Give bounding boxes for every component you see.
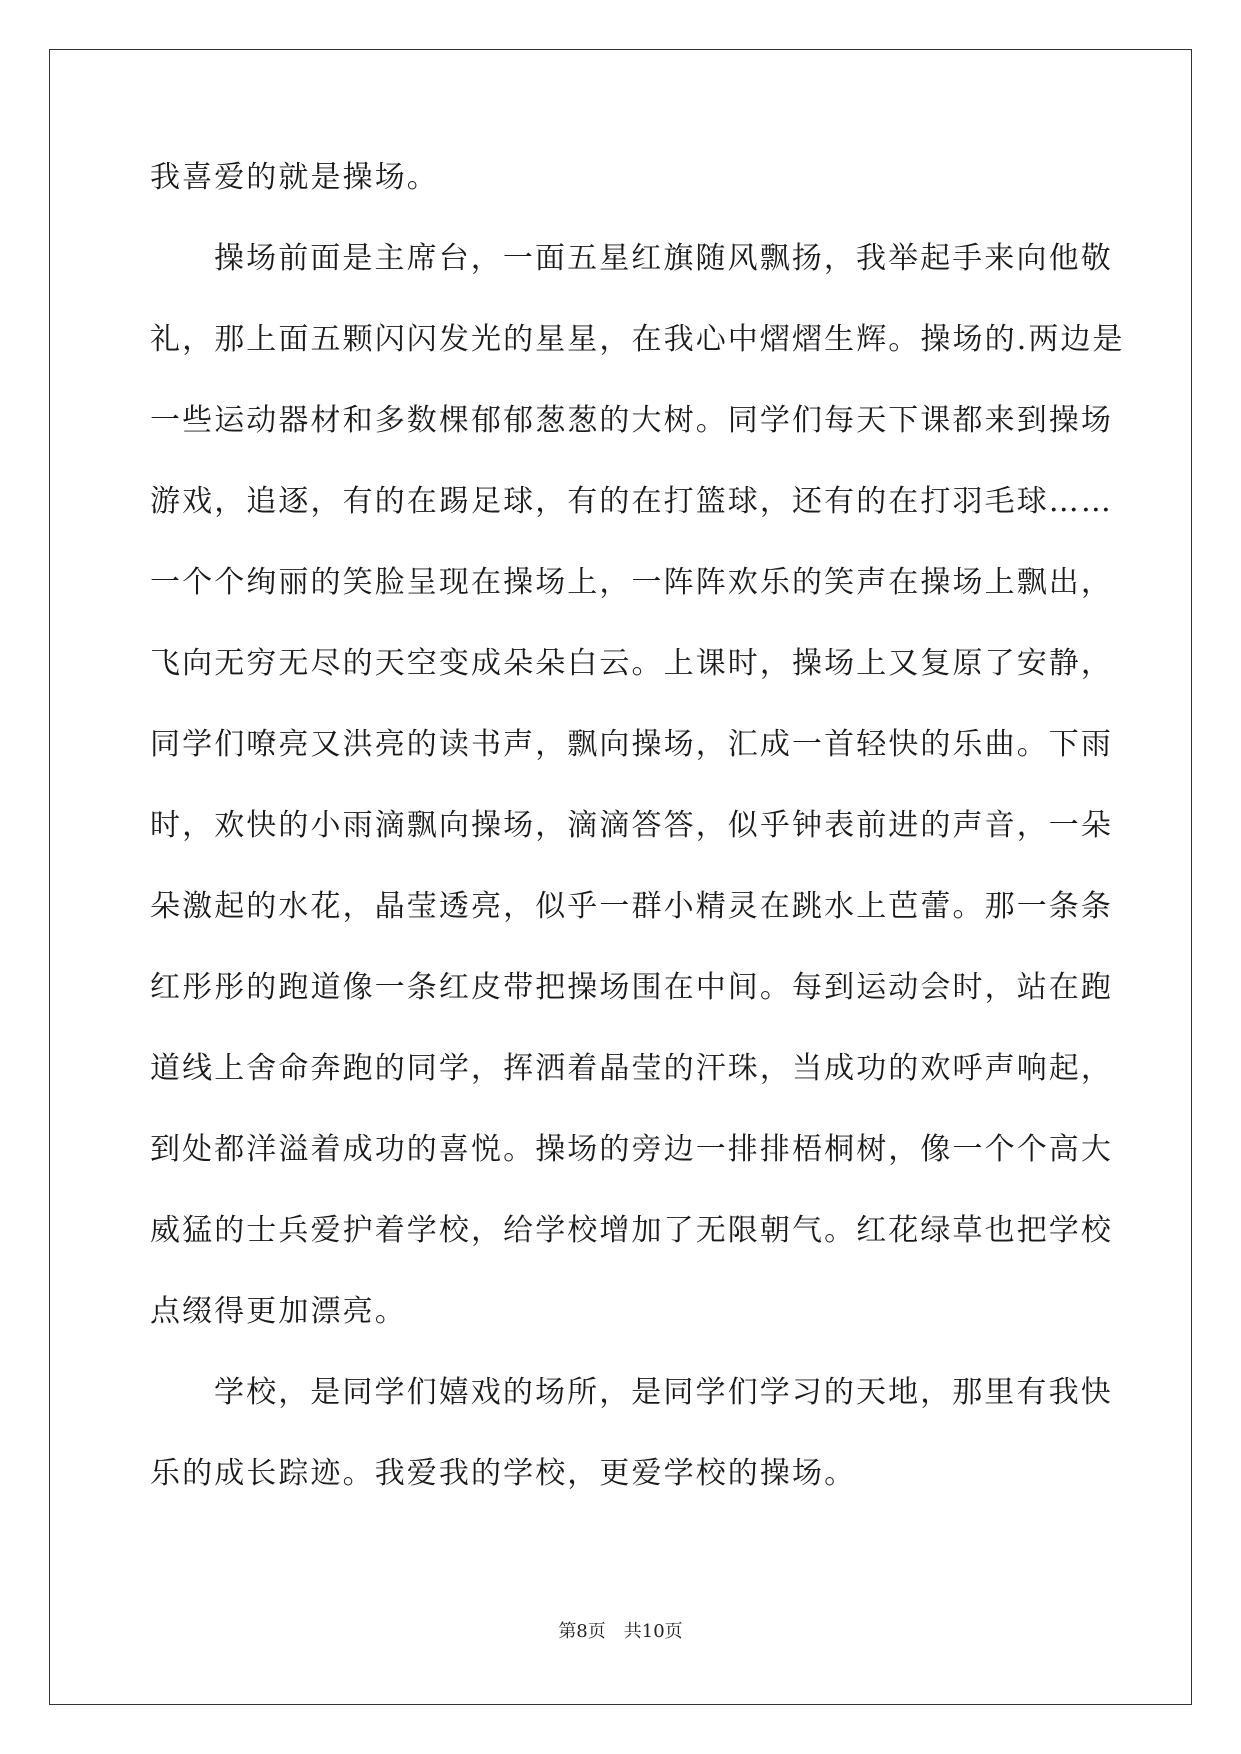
text-line: 一些运动器材和多数棵郁郁葱葱的大树。同学们每天下课都来到操场 — [150, 403, 1113, 438]
text-line: 游戏，追逐，有的在踢足球，有的在打篮球，还有的在打羽毛球…… — [150, 484, 1113, 519]
page-footer — [0, 1617, 1241, 1643]
page-number-current: 第8页 — [558, 1621, 606, 1642]
text-line: 一个个绚丽的笑脸呈现在操场上，一阵阵欢乐的笑声在操场上飘出， — [150, 565, 1113, 600]
text-line: 红彤彤的跑道像一条红皮带把操场围在中间。每到运动会时，站在跑 — [150, 970, 1113, 1005]
text-line: 时，欢快的小雨滴飘向操场，滴滴答答，似乎钟表前进的声音，一朵 — [150, 808, 1113, 843]
text-line: 我喜爱的就是操场。 — [150, 160, 439, 195]
text-line: 朵激起的水花，晶莹透亮，似乎一群小精灵在跳水上芭蕾。那一条条 — [150, 889, 1113, 924]
text-line: 礼，那上面五颗闪闪发光的星星，在我心中熠熠生辉。操场的.两边是 — [150, 322, 1125, 357]
text-line: 同学们嘹亮又洪亮的读书声，飘向操场，汇成一首轻快的乐曲。下雨 — [150, 727, 1113, 762]
text-line: 到处都洋溢着成功的喜悦。操场的旁边一排排梧桐树，像一个个高大 — [150, 1132, 1113, 1167]
text-line: 威猛的士兵爱护着学校，给学校增加了无限朝气。红花绿草也把学校 — [150, 1213, 1113, 1248]
document-body — [150, 160, 1125, 1537]
text-line: 飞向无穷无尽的天空变成朵朵白云。上课时，操场上又复原了安静， — [150, 646, 1113, 681]
page-number-total: 共10页 — [623, 1621, 683, 1642]
text-line: 学校，是同学们嬉戏的场所，是同学们学习的天地，那里有我快 — [214, 1375, 1113, 1410]
text-line: 道线上舍命奔跑的同学，挥洒着晶莹的汗珠，当成功的欢呼声响起， — [150, 1051, 1113, 1086]
text-line: 乐的成长踪迹。我爱我的学校，更爱学校的操场。 — [150, 1456, 857, 1491]
text-line: 操场前面是主席台，一面五星红旗随风飘扬，我举起手来向他敬 — [214, 241, 1113, 276]
text-line: 点缀得更加漂亮。 — [150, 1294, 407, 1329]
